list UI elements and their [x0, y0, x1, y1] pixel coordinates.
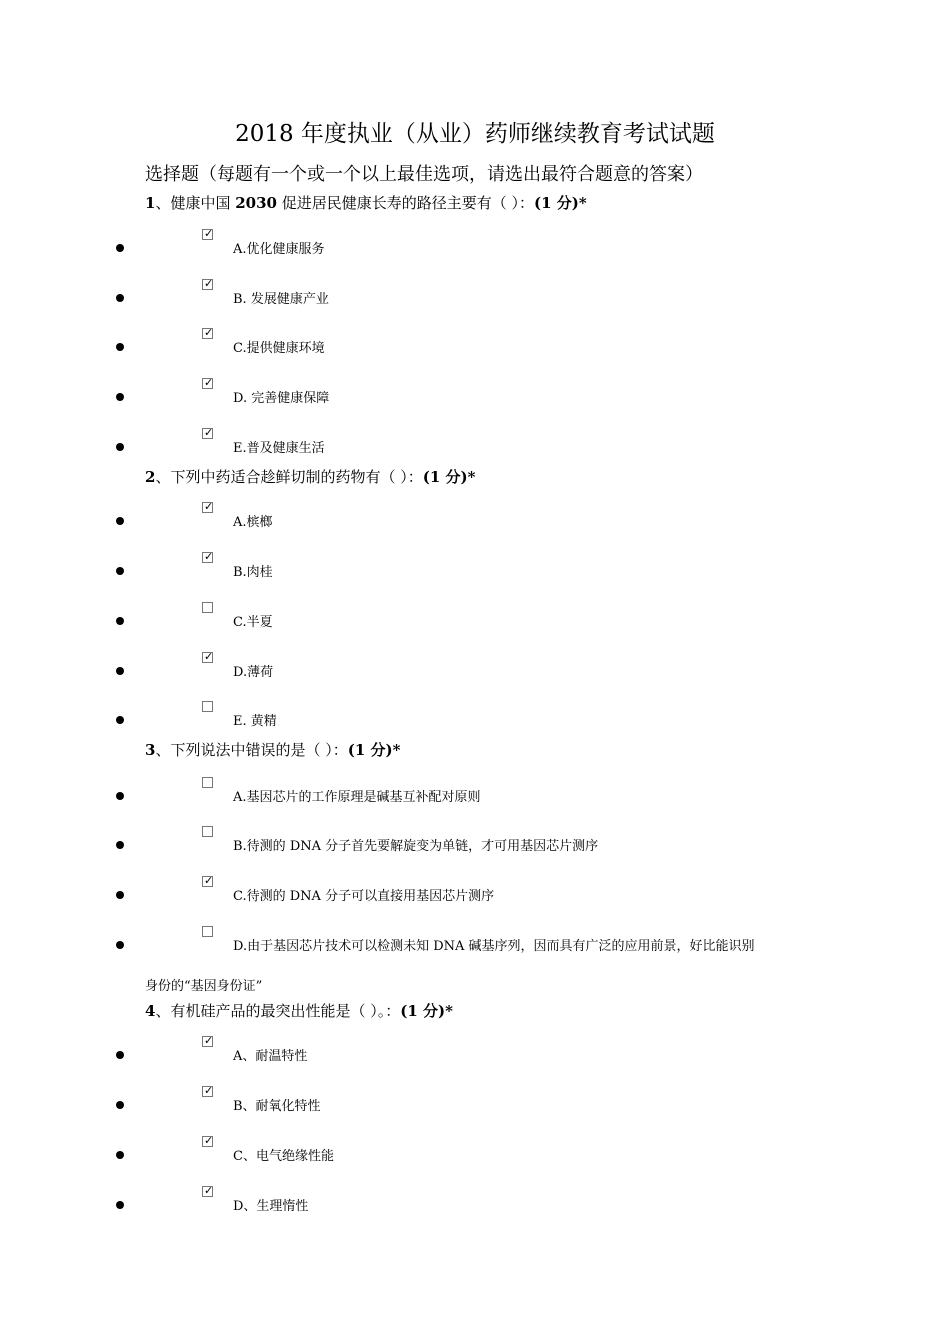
- option-label: B、耐氧化特性: [233, 1099, 321, 1114]
- option-label: D.由于基因芯片技术可以检测未知 DNA 碱基序列，因而具有广泛的应用前景，好比能识别: [233, 939, 755, 954]
- page-title: 2018 年度执业（从业）药师继续教育考试试题: [235, 121, 715, 147]
- check-mark-icon: ✓: [204, 1084, 214, 1097]
- check-mark-icon: ✓: [204, 550, 214, 563]
- option-label: A.优化健康服务: [233, 242, 325, 257]
- question-text: 、下列中药适合趁鲜切制的药物有（ ）：: [155, 468, 423, 486]
- bullet-icon: [116, 941, 124, 949]
- option-label: D、生理惰性: [233, 1199, 309, 1214]
- checkbox-icon[interactable]: [202, 328, 213, 339]
- bullet-icon: [116, 244, 124, 252]
- question-number: 2: [145, 468, 156, 486]
- option-label: E.普及健康生活: [233, 441, 325, 456]
- bullet-icon: [116, 343, 124, 351]
- question-3: [145, 740, 400, 760]
- option-label: C.待测的 DNA 分子可以直接用基因芯片测序: [233, 889, 495, 904]
- option-label: A、耐温特性: [233, 1049, 308, 1064]
- bullet-icon: [116, 1201, 124, 1209]
- checkbox-icon[interactable]: [202, 602, 213, 613]
- option-label: E. 黄精: [233, 714, 277, 729]
- question-score: (1 分)*: [347, 741, 401, 759]
- check-mark-icon: ✓: [204, 650, 214, 663]
- question-score: (1 分)*: [534, 194, 587, 212]
- question-score: (1 分)*: [400, 1002, 453, 1020]
- check-mark-icon: ✓: [204, 277, 214, 290]
- option-label: D.薄荷: [233, 665, 274, 680]
- bullet-icon: [116, 1151, 124, 1159]
- checkbox-icon[interactable]: [202, 229, 213, 240]
- question-1: [145, 193, 587, 213]
- check-mark-icon: ✓: [204, 426, 214, 439]
- question-text: 、有机硅产品的最突出性能是（ ）。：: [155, 1002, 401, 1020]
- check-mark-icon: ✓: [204, 874, 214, 887]
- option-label-continuation: 身份的“基因身份证”: [145, 979, 263, 994]
- check-mark-icon: ✓: [204, 227, 214, 240]
- checkbox-icon[interactable]: [202, 701, 213, 712]
- checkbox-icon[interactable]: [202, 826, 213, 837]
- option-label: C.半夏: [233, 615, 273, 630]
- bullet-icon: [116, 517, 124, 525]
- option-label: C、电气绝缘性能: [233, 1149, 334, 1164]
- bullet-icon: [116, 667, 124, 675]
- checkbox-icon[interactable]: [202, 279, 213, 290]
- bullet-icon: [116, 792, 124, 800]
- question-2: [145, 467, 475, 487]
- checkbox-icon[interactable]: [202, 1086, 213, 1097]
- check-mark-icon: ✓: [204, 1184, 214, 1197]
- question-score: (1 分)*: [422, 468, 476, 486]
- bullet-icon: [116, 443, 124, 451]
- checkbox-icon[interactable]: [202, 777, 213, 788]
- check-mark-icon: ✓: [204, 500, 214, 513]
- question-text: 促进居民健康长寿的路径主要有（ ）：: [276, 194, 535, 212]
- checkbox-icon[interactable]: [202, 876, 213, 887]
- checkbox-icon[interactable]: [202, 1036, 213, 1047]
- option-label: B. 发展健康产业: [233, 292, 329, 307]
- bullet-icon: [116, 617, 124, 625]
- question-number: 4: [145, 1002, 156, 1020]
- checkbox-icon[interactable]: [202, 926, 213, 937]
- option-label: B.肉桂: [233, 565, 273, 580]
- option-label: D. 完善健康保障: [233, 391, 330, 406]
- section-heading: 选择题（每题有一个或一个以上最佳选项，请选出最符合题意的答案）: [145, 164, 703, 185]
- option-label: B.待测的 DNA 分子首先要解旋变为单链，才可用基因芯片测序: [233, 839, 599, 854]
- bullet-icon: [116, 1101, 124, 1109]
- bullet-icon: [116, 567, 124, 575]
- checkbox-icon[interactable]: [202, 1186, 213, 1197]
- bullet-icon: [116, 716, 124, 724]
- option-label: A.槟榔: [233, 515, 273, 530]
- checkbox-icon[interactable]: [202, 552, 213, 563]
- check-mark-icon: ✓: [204, 1134, 214, 1147]
- check-mark-icon: ✓: [204, 1034, 214, 1047]
- checkbox-icon[interactable]: [202, 652, 213, 663]
- question-text: 、下列说法中错误的是（ ）：: [155, 741, 348, 759]
- bullet-icon: [116, 294, 124, 302]
- check-mark-icon: ✓: [204, 326, 214, 339]
- checkbox-icon[interactable]: [202, 1136, 213, 1147]
- bullet-icon: [116, 1051, 124, 1059]
- bullet-icon: [116, 891, 124, 899]
- checkbox-icon[interactable]: [202, 502, 213, 513]
- question-4: [145, 1001, 453, 1021]
- question-number: 3: [145, 741, 156, 759]
- bullet-icon: [116, 393, 124, 401]
- checkbox-icon[interactable]: [202, 428, 213, 439]
- check-mark-icon: ✓: [204, 376, 214, 389]
- question-text-bold: 2030: [235, 194, 277, 212]
- option-label: A.基因芯片的工作原理是碱基互补配对原则: [233, 790, 481, 805]
- bullet-icon: [116, 841, 124, 849]
- question-text: 、健康中国: [155, 194, 236, 212]
- question-number: 1: [145, 194, 156, 212]
- checkbox-icon[interactable]: [202, 378, 213, 389]
- option-label: C.提供健康环境: [233, 341, 325, 356]
